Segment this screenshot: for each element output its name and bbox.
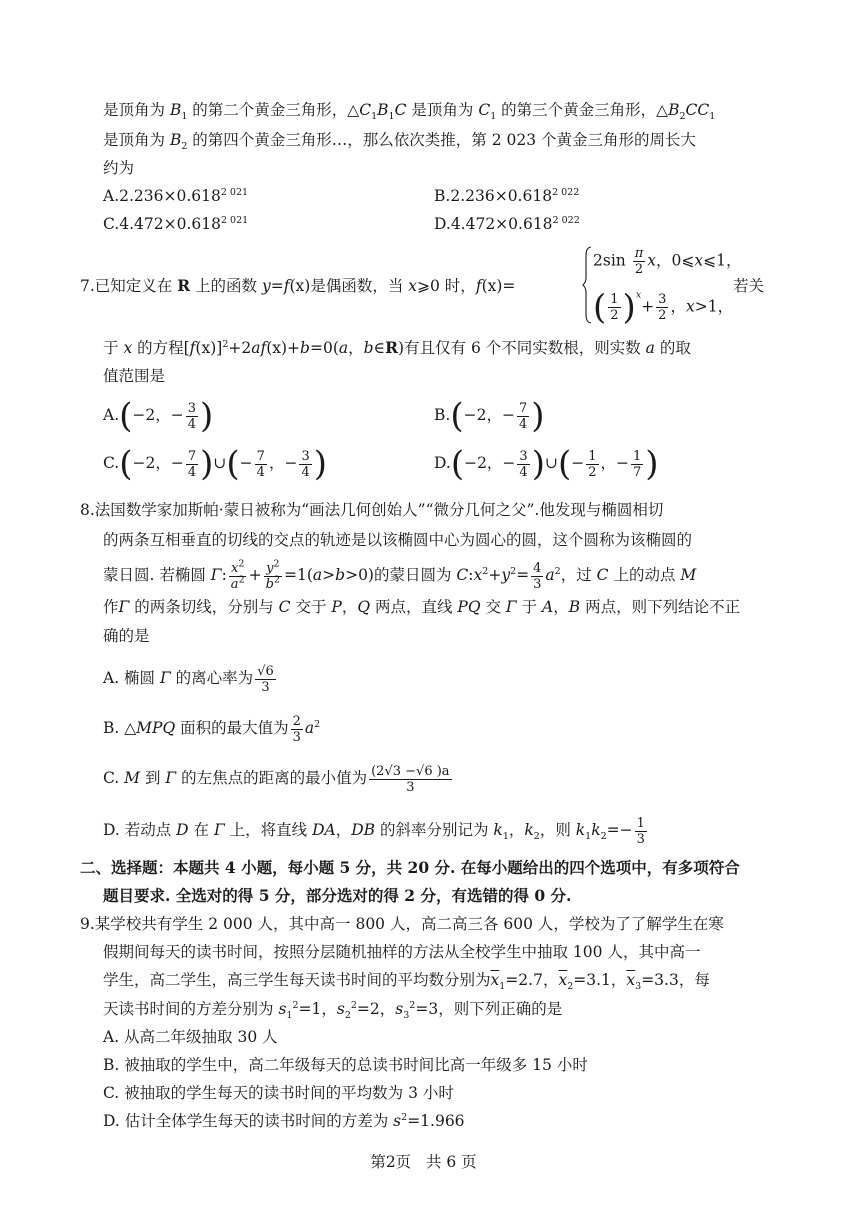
q9-line1: 9.某学校共有学生 2 000 人，其中高一 800 人，高二高三各 600 人，学校为了了解学生在寒 (80, 915, 724, 933)
q7-stem-line2: 于 x 的方程$[f(x)]^2+2af(x)+b=0(a$，b∈R)有且仅有 6 个不同实数根，则实数 a 的取 (103, 338, 691, 357)
q8-line2: 的两条互相垂直的切线的交点的轨迹是以该椭圆中心为圆心的圆，这个圆称为该椭圆的 (103, 531, 693, 549)
q7-option-d: D.(−2，− $\frac{3}{4}$ )∪(− $\frac{1}{2}$ ，− $\frac{1}{7}$ ) (434, 444, 659, 484)
q9-line4: 天读书时间的方差分别为 $s_1^2=1$，$s_2^2=2$，$s_3^2=3$，则下列正确的是 (103, 999, 563, 1022)
q6-option-d: $D.4.472\times 0.618^{2 022}$ (434, 214, 580, 233)
q6-option-b: $B.2.236\times 0.618^{2 022}$ (434, 186, 580, 205)
q9-line2: 假期间每天的读书时间，按照分层随机抽样的方法从全校学生中抽取 100 人，其中高一 (103, 943, 701, 961)
q8-line4: 作Γ 的两条切线，分别与 C 交于 P，Q 两点，直线 PQ 交 Γ 于 A，B 两点，则下列结论不正 (103, 598, 741, 616)
q6-line3: 约为 (103, 159, 135, 177)
q6-option-c: $C.4.472\times 0.618^{2 021}$ (103, 214, 249, 233)
q7-case2: ( $\frac{1}{2}$ )$^x$+ $\frac{3}{2}$ ，x>1， (593, 287, 734, 328)
q9-option-d: D. 估计全体学生每天的读书时间的方差为 $s^2=1.966$ (103, 1111, 465, 1130)
section2-heading-line1: 二、选择题：本题共 4 小题，每小题 5 分，共 20 分. 在每小题给出的四个选项中，有多项符合 (80, 858, 740, 877)
q9-option-b: B. 被抽取的学生中，高二年级每天的总读书时间比高一年级多 15 小时 (103, 1056, 588, 1074)
q9-option-c: C. 被抽取的学生每天的读书时间的平均数为 3 小时 (103, 1084, 454, 1102)
section2-heading-line2: 题目要求. 全选对的得 5 分，部分选对的得 2 分，有选错的得 0 分. (103, 886, 572, 905)
q8-option-d: D. 若动点 D 在 Γ 上，将直线 DA，DB 的斜率分别记为 $k_1$，$k_2$，则 $k_1k_2=-$ $\frac{1}{3}$ (103, 815, 645, 847)
q6-option-a: $A.2.236\times 0.618^{2 021}$ (103, 186, 249, 205)
q7-option-c: C.(−2，− $\frac{7}{4}$ )∪(− $\frac{7}{4}$ ，− $\frac{3}{4}$ ) (103, 444, 327, 484)
q7-case1: 2sin $\frac{\pi}{2}$ x，0⩽x⩽1， (593, 246, 742, 277)
q8-line5: 确的是 (103, 627, 150, 645)
q8-option-c: C. M 到 Γ 的左焦点的距离的最小值为 $\frac{(2√3 -√6 )a}{3}$ (103, 763, 450, 795)
q8-line3: 蒙日圆. 若椭圆 Γ: $\frac{x^2}{a^2}$ + $\frac{y^2}{b^2}$ =1(a>b>0)的蒙日圆为 $C:x^2+y^2=$ $\frac{4}{3}$ $a^2$，过 C 上的动点 M (103, 558, 697, 592)
q8-option-b: B. △MPQ 面积的最大值为 $\frac{2}{3}$ $a^2$ (103, 713, 321, 745)
q9-line3: 学生，高二学生，高三学生每天读书时间的平均数分别为$\overline{x}_1=2.7$，$\overline{x}_2=3.1$，$\overline{x}_3=3.3$，每 (103, 971, 710, 993)
q7-option-b: B.(−2，− $\frac{7}{4}$ ) (434, 396, 545, 436)
q7-stem-tail: 若关 (733, 277, 765, 295)
q7-stem-line1: 7.已知定义在 R 上的函数 y=f(x)是偶函数，当 x⩾0 时，f(x)= (80, 276, 516, 295)
page-footer (0, 1150, 847, 1172)
page-total: 共 6 页 (425, 1153, 477, 1171)
q9-option-a: A. 从高二年级抽取 30 人 (103, 1028, 278, 1046)
page-number: 第2页 (370, 1153, 412, 1171)
q6-line1: 是顶角为 $B_1$ 的第二个黄金三角形，$\triangle C_1B_1C$ 是顶角为 $C_1$ 的第三个黄金三角形，$\triangle B_2CC_1$ (103, 101, 716, 123)
q7-option-a: A.(−2，− $\frac{3}{4}$ ) (103, 396, 214, 436)
q8-option-a: A. 椭圆 Γ 的离心率为 $\frac{√6}{3}$ (103, 663, 274, 695)
q8-line1: 8.法国数学家加斯帕·蒙日被称为“画法几何创始人”“微分几何之父”.他发现与椭圆相切 (80, 501, 664, 519)
q6-line2: 是顶角为 $B_2$ 的第四个黄金三角形…，那么依次类推，第 2 023 个黄金三角形的周长大 (103, 131, 697, 153)
q7-stem-line3: 值范围是 (103, 367, 166, 385)
piecewise-brace (582, 246, 592, 324)
